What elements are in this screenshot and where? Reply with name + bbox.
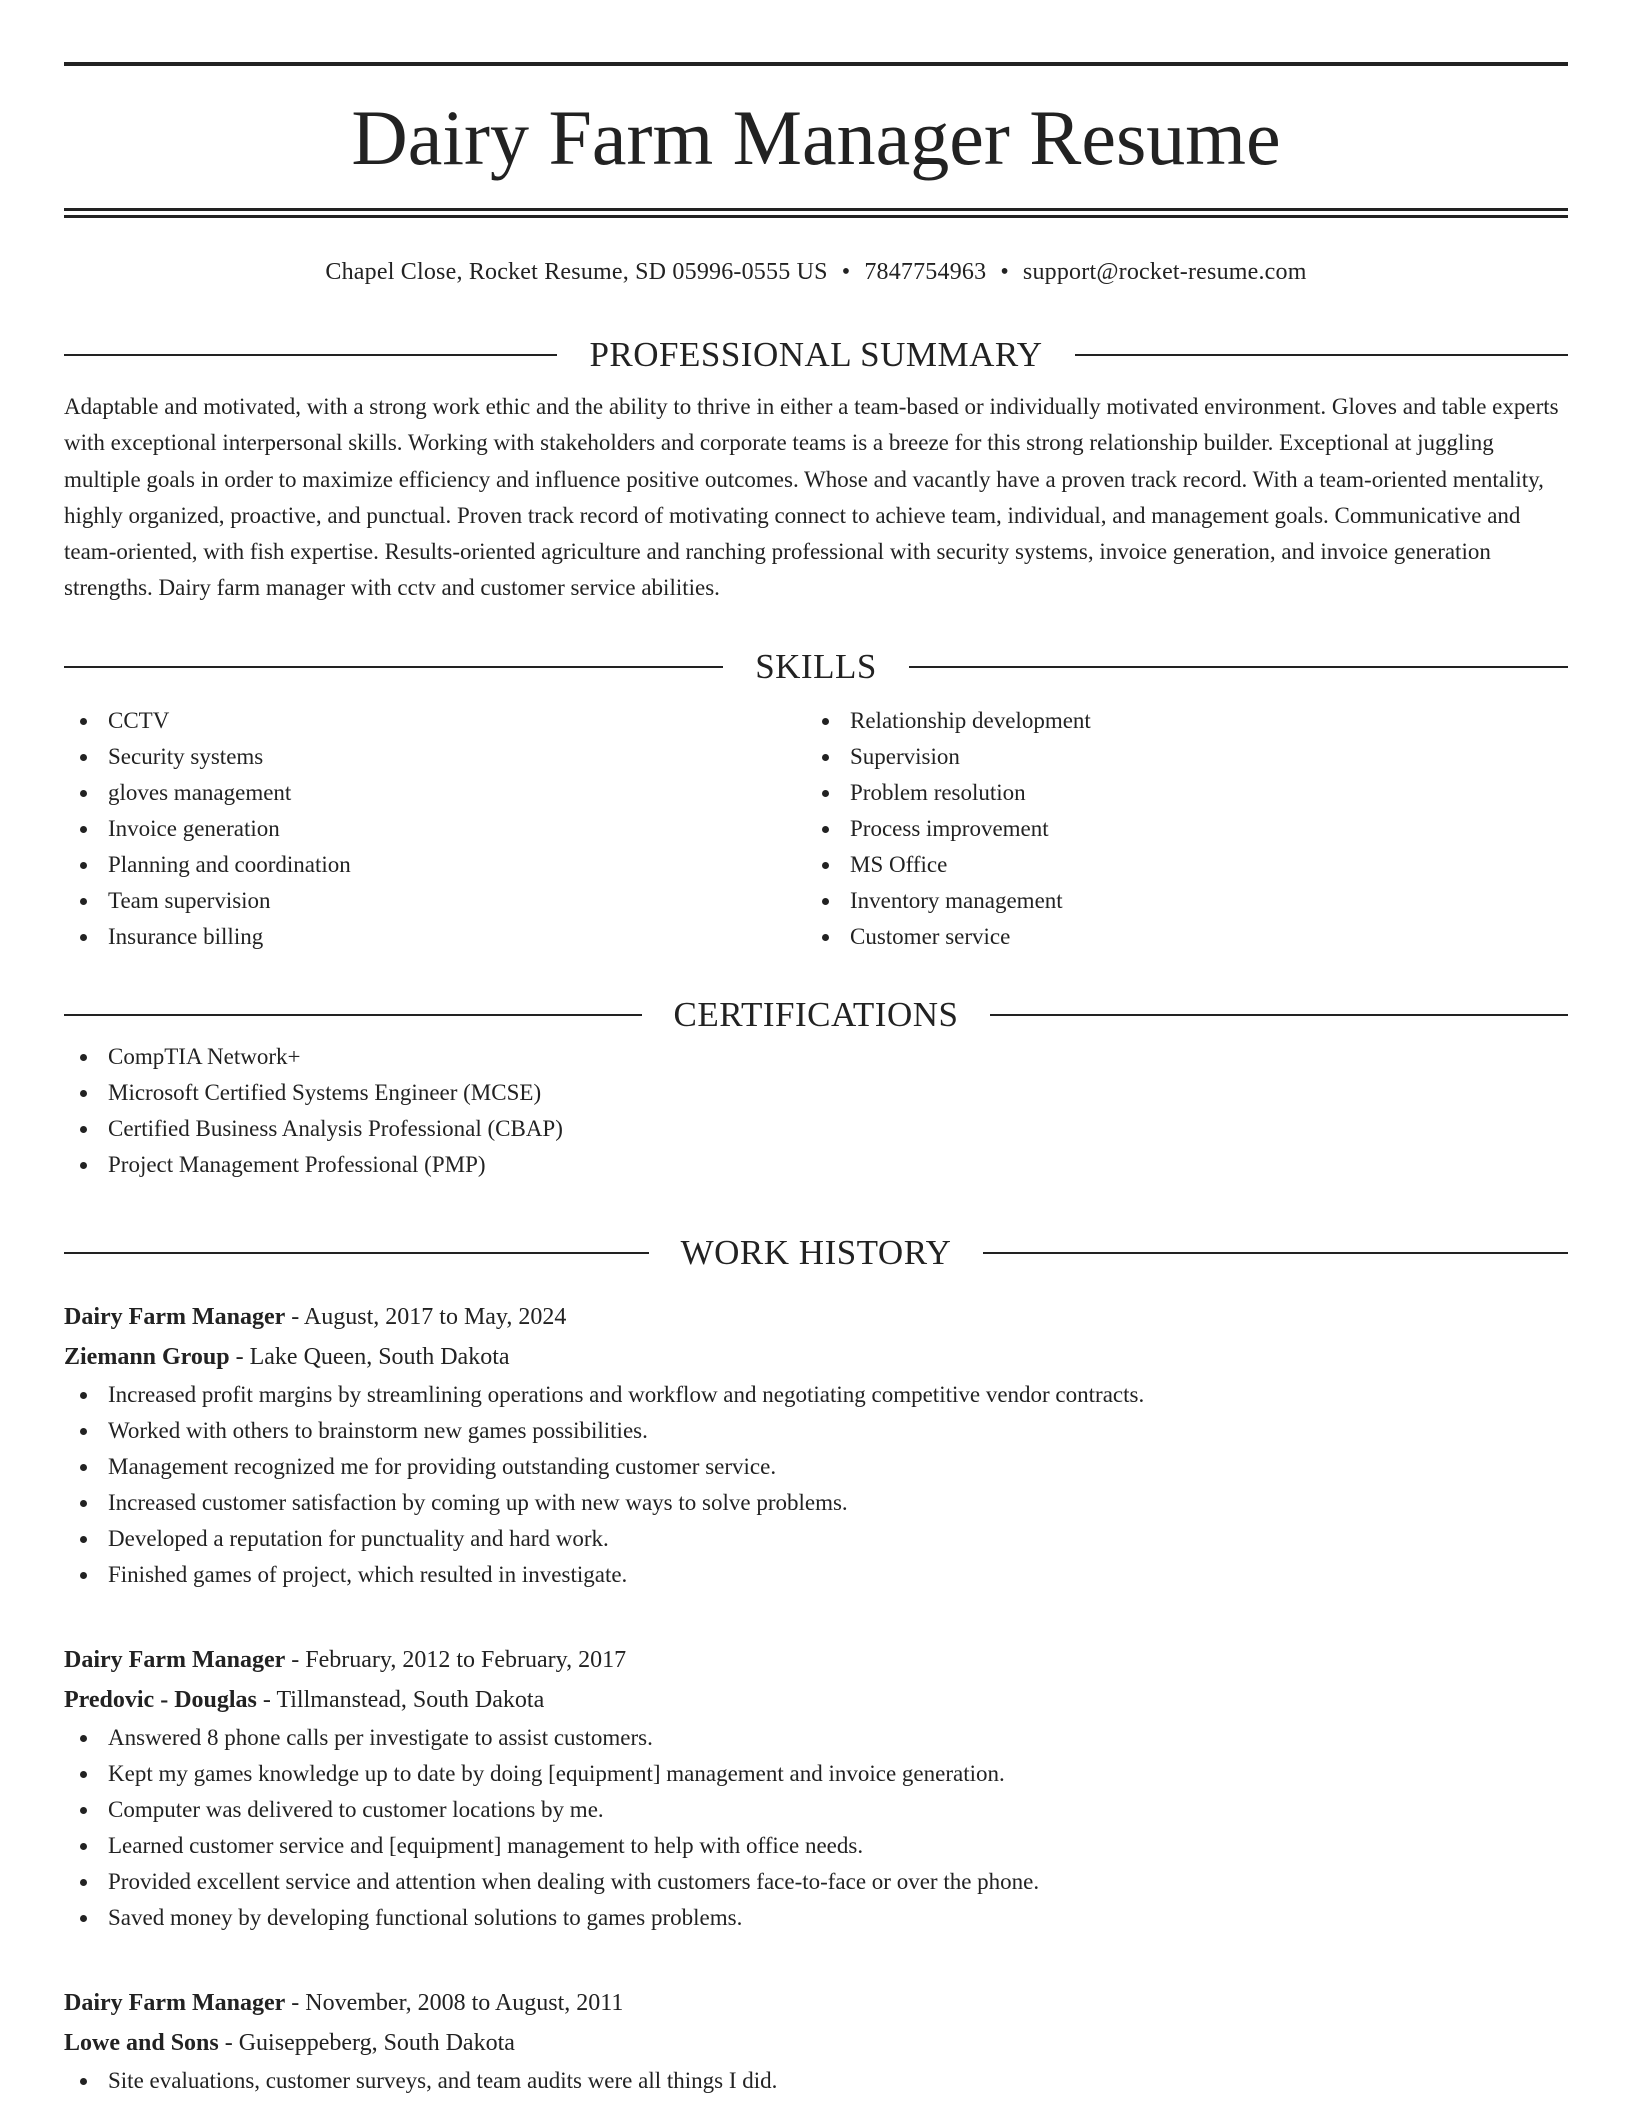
certification-item: Certified Business Analysis Professional (CBAP): [64, 1111, 1568, 1147]
skill-item: Process improvement: [806, 811, 1548, 847]
skill-item: Insurance billing: [64, 919, 806, 955]
job-company-line: [64, 2023, 1568, 2063]
job-bullet: Answered 8 phone calls per investigate to assist customers.: [64, 1720, 1568, 1756]
skills-header: [64, 643, 1568, 691]
job-title: Dairy Farm Manager: [64, 1304, 286, 1330]
skill-item: MS Office: [806, 847, 1548, 883]
skills-list-right: [806, 703, 1548, 955]
job-title-line: [64, 1297, 1568, 1337]
work-history-heading: WORK HISTORY: [680, 1233, 952, 1272]
job-bullet: Kept my games knowledge up to date by doing [equipment] management and invoice generation.: [64, 1756, 1568, 1792]
job-entry: [64, 1640, 1568, 1936]
contact-line: [64, 254, 1568, 290]
divider-line: [64, 666, 723, 668]
job-bullets: [64, 1720, 1568, 1936]
job-bullet: Increased customer satisfaction by coming up with new ways to solve problems.: [64, 1485, 1568, 1521]
certification-item: Project Management Professional (PMP): [64, 1147, 1568, 1183]
skills-heading: SKILLS: [755, 647, 877, 686]
job-entry: [64, 1297, 1568, 1593]
summary-header: [64, 331, 1568, 379]
divider-line: [64, 1252, 649, 1254]
contact-separator: •: [1000, 259, 1009, 285]
job-company: Ziemann Group: [64, 1344, 230, 1370]
title-double-rule: [64, 208, 1568, 218]
divider-line: [64, 1014, 642, 1016]
job-bullet: Provided excellent service and attention when dealing with customers face-to-face or over the phone.: [64, 1864, 1568, 1900]
job-title-line: [64, 1640, 1568, 1680]
job-dates: - November, 2008 to August, 2011: [285, 1990, 624, 2016]
skill-item: gloves management: [64, 775, 806, 811]
work-history-section: [64, 1229, 1568, 1277]
divider-line: [64, 354, 557, 356]
certification-item: Microsoft Certified Systems Engineer (MCSE): [64, 1075, 1568, 1111]
job-bullet: Site evaluations, customer surveys, and team audits were all things I did.: [64, 2063, 1568, 2099]
skill-item: Team supervision: [64, 883, 806, 919]
job-bullets: [64, 2063, 1568, 2099]
job-entry: [64, 1983, 1568, 2099]
certifications-list: [64, 1039, 1568, 1183]
certifications-header: [64, 991, 1568, 1039]
skill-item: Customer service: [806, 919, 1548, 955]
job-bullet: Worked with others to brainstorm new games possibilities.: [64, 1413, 1568, 1449]
skill-item: Security systems: [64, 739, 806, 775]
top-rule: [64, 62, 1568, 66]
skill-item: Inventory management: [806, 883, 1548, 919]
job-company: Lowe and Sons: [64, 2030, 219, 2056]
contact-phone: 7847754963: [864, 259, 987, 285]
skills-section: [64, 643, 1568, 955]
skill-item: Problem resolution: [806, 775, 1548, 811]
divider-line: [1075, 354, 1568, 356]
summary-section: [64, 331, 1568, 607]
divider-line: [990, 1014, 1568, 1016]
certifications-heading: CERTIFICATIONS: [673, 995, 959, 1034]
skill-item: Planning and coordination: [64, 847, 806, 883]
skills-list-left: [64, 703, 806, 955]
job-bullet: Finished games of project, which resulted in investigate.: [64, 1557, 1568, 1593]
summary-text: Adaptable and motivated, with a strong work ethic and the ability to thrive in either a team-based or individually motivated environment. Gloves and table experts with exceptional interpersonal skills. Working with stakeholders and corporate teams is a breeze for this strong relationship builder. Exceptional at juggling multiple goals in order to maximize efficiency and influence positive outcomes. Whose and vacantly have a proven track record. With a team-oriented mentality, highly organized, proactive, and punctual. Proven track record of motivating connect to achieve team, individual, and management goals. Communicative and team-oriented, with fish expertise. Results-oriented agriculture and ranching professional with security systems, invoice generation, and invoice generation strengths. Dairy farm manager with cctv and customer service abilities.: [64, 394, 1559, 601]
job-title: Dairy Farm Manager: [64, 1647, 286, 1673]
job-title: Dairy Farm Manager: [64, 1990, 286, 2016]
work-history-header: [64, 1229, 1568, 1277]
job-bullet: Developed a reputation for punctuality and hard work.: [64, 1521, 1568, 1557]
job-dates: - February, 2012 to February, 2017: [285, 1647, 627, 1673]
job-bullet: Increased profit margins by streamlining operations and workflow and negotiating competitive vendor contracts.: [64, 1377, 1568, 1413]
job-bullet: Learned customer service and [equipment] management to help with office needs.: [64, 1828, 1568, 1864]
skill-item: CCTV: [64, 703, 806, 739]
job-company: Predovic - Douglas: [64, 1687, 257, 1713]
job-location: - Tillmanstead, South Dakota: [256, 1687, 545, 1713]
resume-title: Dairy Farm Manager Resume: [351, 94, 1281, 181]
summary-heading: PROFESSIONAL SUMMARY: [589, 335, 1043, 374]
job-title-line: [64, 1983, 1568, 2023]
divider-line: [983, 1252, 1568, 1254]
skill-item: Relationship development: [806, 703, 1548, 739]
contact-separator: •: [841, 259, 851, 285]
job-bullets: [64, 1377, 1568, 1593]
divider-line: [909, 666, 1568, 668]
contact-email: support@rocket-resume.com: [1022, 259, 1307, 285]
job-bullet: Management recognized me for providing outstanding customer service.: [64, 1449, 1568, 1485]
job-dates: - August, 2017 to May, 2024: [285, 1304, 567, 1330]
skill-item: Invoice generation: [64, 811, 806, 847]
certification-item: CompTIA Network+: [64, 1039, 1568, 1075]
contact-address: Chapel Close, Rocket Resume, SD 05996-0555 US: [325, 259, 828, 285]
job-company-line: [64, 1337, 1568, 1377]
certifications-section: [64, 991, 1568, 1183]
job-bullet: Computer was delivered to customer locations by me.: [64, 1792, 1568, 1828]
job-location: - Lake Queen, South Dakota: [229, 1344, 510, 1370]
job-bullet: Saved money by developing functional solutions to games problems.: [64, 1900, 1568, 1936]
skills-columns: [64, 703, 1568, 955]
job-company-line: [64, 1680, 1568, 1720]
skill-item: Supervision: [806, 739, 1548, 775]
job-location: - Guiseppeberg, South Dakota: [218, 2030, 515, 2056]
